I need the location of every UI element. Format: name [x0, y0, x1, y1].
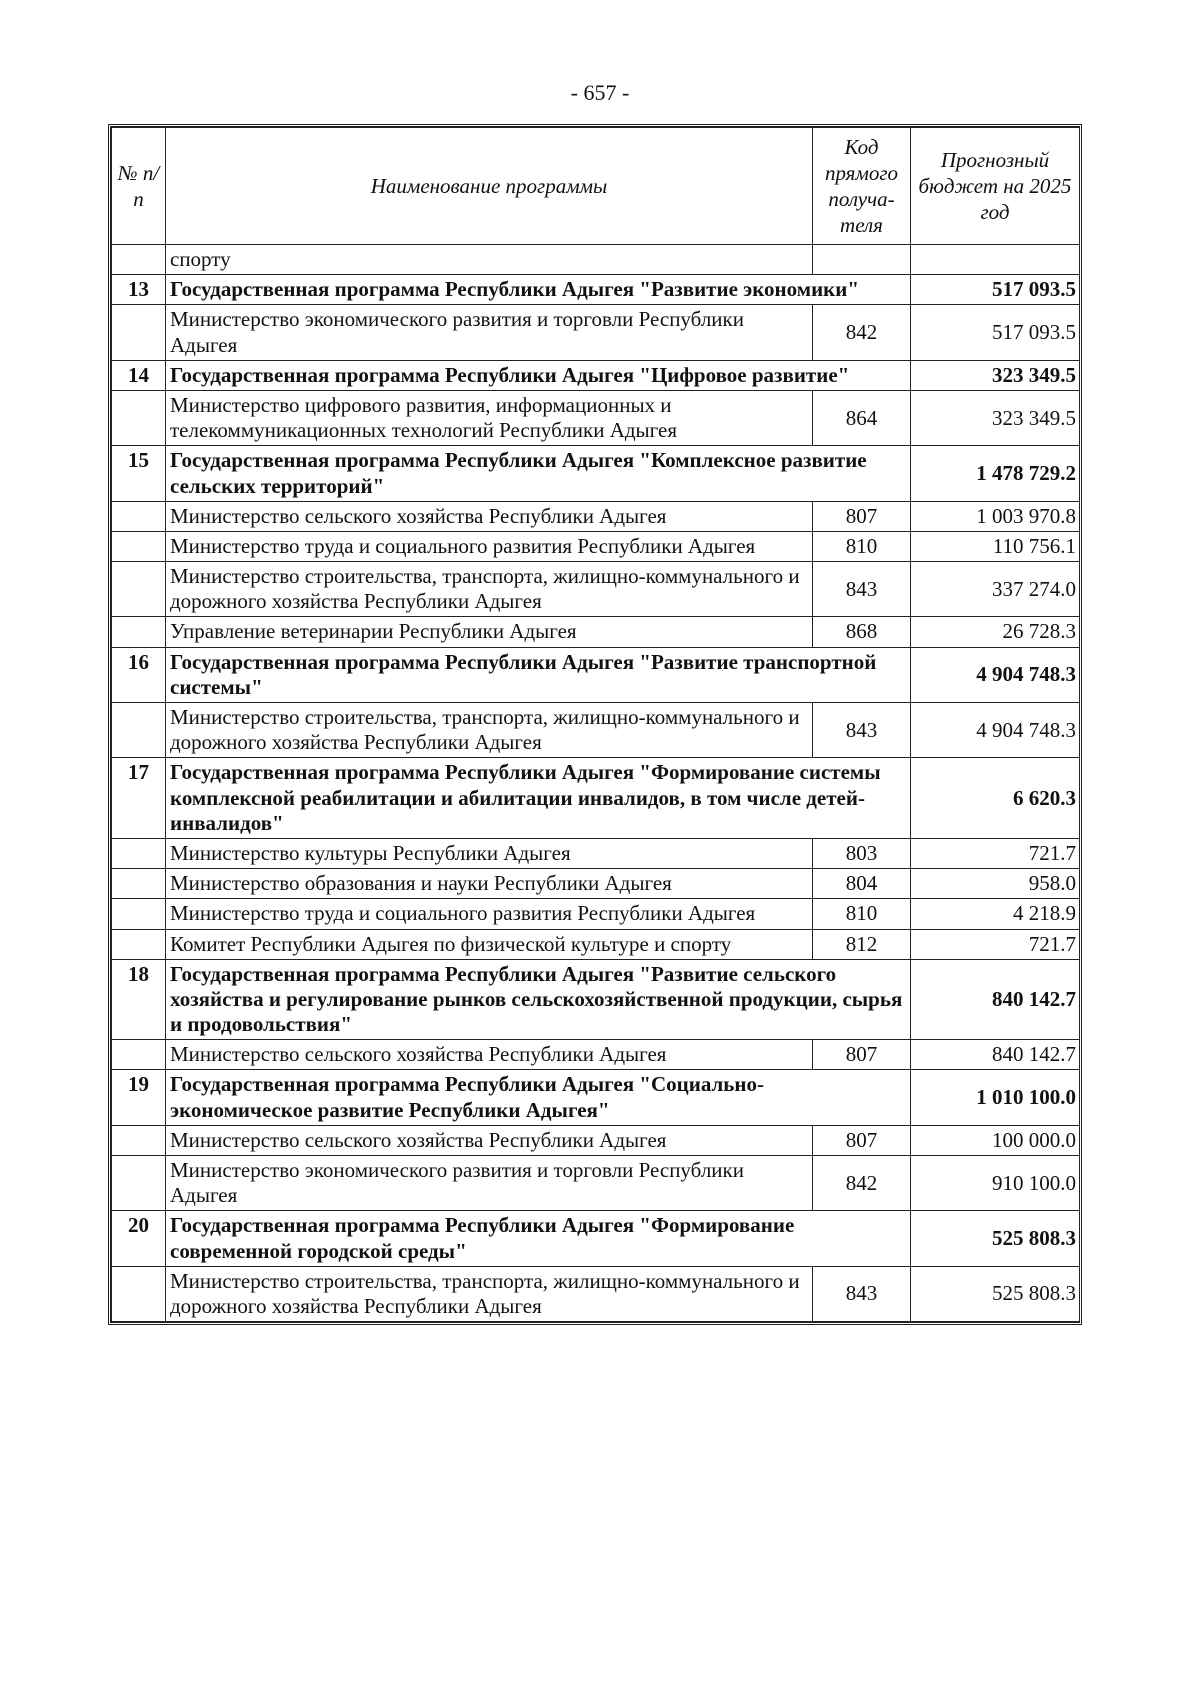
recipient-amount: 525 808.3 — [911, 1266, 1080, 1321]
program-total: 323 349.5 — [911, 360, 1080, 390]
program-title: Государственная программа Республики Адыгея "Развитие транспортной системы" — [166, 647, 911, 702]
program-row — [112, 446, 1080, 501]
cell-num — [112, 1266, 166, 1321]
budget-table-wrapper — [108, 124, 1082, 1325]
recipient-code: 843 — [813, 562, 911, 617]
program-title: Государственная программа Республики Адыгея "Развитие сельского хозяйства и регулирование рынков сельскохозяйственной продукции, сырья и продовольствия" — [166, 959, 911, 1040]
recipient-row — [112, 1156, 1080, 1211]
program-title: Государственная программа Республики Адыгея "Формирование современной городской среды" — [166, 1211, 911, 1266]
program-row — [112, 1070, 1080, 1125]
program-number: 18 — [112, 959, 166, 1040]
program-row — [112, 959, 1080, 1040]
cell-num — [112, 1040, 166, 1070]
cell-num — [112, 1125, 166, 1155]
recipient-code: 810 — [813, 899, 911, 929]
recipient-name: Управление ветеринарии Республики Адыгея — [166, 617, 813, 647]
recipient-amount: 958.0 — [911, 869, 1080, 899]
page-number: - 657 - — [570, 80, 630, 105]
recipient-name: Министерство образования и науки Республики Адыгея — [166, 869, 813, 899]
recipient-amount: 110 756.1 — [911, 531, 1080, 561]
program-number: 16 — [112, 647, 166, 702]
cell-num — [112, 390, 166, 445]
cell-num — [112, 929, 166, 959]
recipient-amount: 26 728.3 — [911, 617, 1080, 647]
table-body — [112, 245, 1080, 1322]
recipient-amount: 721.7 — [911, 838, 1080, 868]
recipient-name: Министерство культуры Республики Адыгея — [166, 838, 813, 868]
program-total: 1 010 100.0 — [911, 1070, 1080, 1125]
recipient-row — [112, 929, 1080, 959]
recipient-name: Министерство сельского хозяйства Республики Адыгея — [166, 1125, 813, 1155]
recipient-amount: 4 218.9 — [911, 899, 1080, 929]
cell-num — [112, 703, 166, 758]
program-title: Государственная программа Республики Адыгея "Формирование системы комплексной реабилитации и абилитации инвалидов, в том числе детей-инвалидов" — [166, 758, 911, 839]
cell-num — [112, 899, 166, 929]
recipient-name: Министерство сельского хозяйства Республики Адыгея — [166, 501, 813, 531]
cell-num — [112, 869, 166, 899]
recipient-name: Министерство строительства, транспорта, жилищно-коммунального и дорожного хозяйства Республики Адыгея — [166, 703, 813, 758]
recipient-name: Министерство труда и социального развития Республики Адыгея — [166, 531, 813, 561]
recipient-code: 807 — [813, 1125, 911, 1155]
recipient-name: Министерство экономического развития и торговли Республики Адыгея — [166, 1156, 813, 1211]
program-title: Государственная программа Республики Адыгея "Комплексное развитие сельских территорий" — [166, 446, 911, 501]
recipient-row — [112, 1266, 1080, 1321]
header-num: № п/п — [112, 128, 166, 245]
recipient-code: 868 — [813, 617, 911, 647]
recipient-name: Комитет Республики Адыгея по физической культуре и спорту — [166, 929, 813, 959]
recipient-code: 842 — [813, 305, 911, 360]
recipient-code: 807 — [813, 1040, 911, 1070]
program-total: 1 478 729.2 — [911, 446, 1080, 501]
recipient-amount: 323 349.5 — [911, 390, 1080, 445]
recipient-code: 810 — [813, 531, 911, 561]
program-row — [112, 275, 1080, 305]
recipient-code: 804 — [813, 869, 911, 899]
cell-num — [112, 305, 166, 360]
cell-num — [112, 501, 166, 531]
program-total: 525 808.3 — [911, 1211, 1080, 1266]
program-title: Государственная программа Республики Адыгея "Социально-экономическое развитие Республики Адыгея" — [166, 1070, 911, 1125]
cell-num — [112, 617, 166, 647]
program-number: 15 — [112, 446, 166, 501]
recipient-row — [112, 838, 1080, 868]
recipient-row — [112, 617, 1080, 647]
recipient-row — [112, 869, 1080, 899]
recipient-code: 843 — [813, 703, 911, 758]
program-number: 14 — [112, 360, 166, 390]
recipient-code: 842 — [813, 1156, 911, 1211]
recipient-code: 864 — [813, 390, 911, 445]
program-row — [112, 360, 1080, 390]
recipient-row — [112, 562, 1080, 617]
recipient-name: Министерство экономического развития и торговли Республики Адыгея — [166, 305, 813, 360]
cell-amount — [911, 245, 1080, 275]
cell-num — [112, 531, 166, 561]
recipient-amount: 1 003 970.8 — [911, 501, 1080, 531]
recipient-amount: 517 093.5 — [911, 305, 1080, 360]
program-number: 17 — [112, 758, 166, 839]
program-number: 19 — [112, 1070, 166, 1125]
cell-num — [112, 562, 166, 617]
recipient-amount: 337 274.0 — [911, 562, 1080, 617]
program-total: 6 620.3 — [911, 758, 1080, 839]
recipient-code: 812 — [813, 929, 911, 959]
recipient-name: Министерство цифрового развития, информационных и телекоммуникационных технологий Республики Адыгея — [166, 390, 813, 445]
program-row — [112, 1211, 1080, 1266]
recipient-row — [112, 703, 1080, 758]
recipient-amount: 910 100.0 — [911, 1156, 1080, 1211]
program-number: 20 — [112, 1211, 166, 1266]
recipient-amount: 100 000.0 — [911, 1125, 1080, 1155]
cell-name: спорту — [166, 245, 813, 275]
recipient-code: 803 — [813, 838, 911, 868]
cell-num — [112, 838, 166, 868]
continuation-row — [112, 245, 1080, 275]
program-total: 840 142.7 — [911, 959, 1080, 1040]
budget-table — [111, 127, 1080, 1322]
recipient-name: Министерство сельского хозяйства Республики Адыгея — [166, 1040, 813, 1070]
program-total: 4 904 748.3 — [911, 647, 1080, 702]
header-code: Код прямого получа-теля — [813, 128, 911, 245]
cell-num — [112, 1156, 166, 1211]
program-row — [112, 647, 1080, 702]
recipient-code: 843 — [813, 1266, 911, 1321]
recipient-row — [112, 501, 1080, 531]
cell-code — [813, 245, 911, 275]
recipient-name: Министерство труда и социального развития Республики Адыгея — [166, 899, 813, 929]
program-title: Государственная программа Республики Адыгея "Цифровое развитие" — [166, 360, 911, 390]
recipient-amount: 4 904 748.3 — [911, 703, 1080, 758]
recipient-row — [112, 899, 1080, 929]
recipient-code: 807 — [813, 501, 911, 531]
recipient-row — [112, 1125, 1080, 1155]
program-row — [112, 758, 1080, 839]
program-number: 13 — [112, 275, 166, 305]
recipient-name: Министерство строительства, транспорта, жилищно-коммунального и дорожного хозяйства Республики Адыгея — [166, 562, 813, 617]
recipient-row — [112, 531, 1080, 561]
cell-num — [112, 245, 166, 275]
recipient-amount: 721.7 — [911, 929, 1080, 959]
recipient-name: Министерство строительства, транспорта, жилищно-коммунального и дорожного хозяйства Республики Адыгея — [166, 1266, 813, 1321]
program-total: 517 093.5 — [911, 275, 1080, 305]
header-budget: Прогнозный бюджет на 2025 год — [911, 128, 1080, 245]
recipient-row — [112, 1040, 1080, 1070]
recipient-row — [112, 390, 1080, 445]
header-name: Наименование программы — [166, 128, 813, 245]
recipient-row — [112, 305, 1080, 360]
recipient-amount: 840 142.7 — [911, 1040, 1080, 1070]
program-title: Государственная программа Республики Адыгея "Развитие экономики" — [166, 275, 911, 305]
header-row — [112, 128, 1080, 245]
